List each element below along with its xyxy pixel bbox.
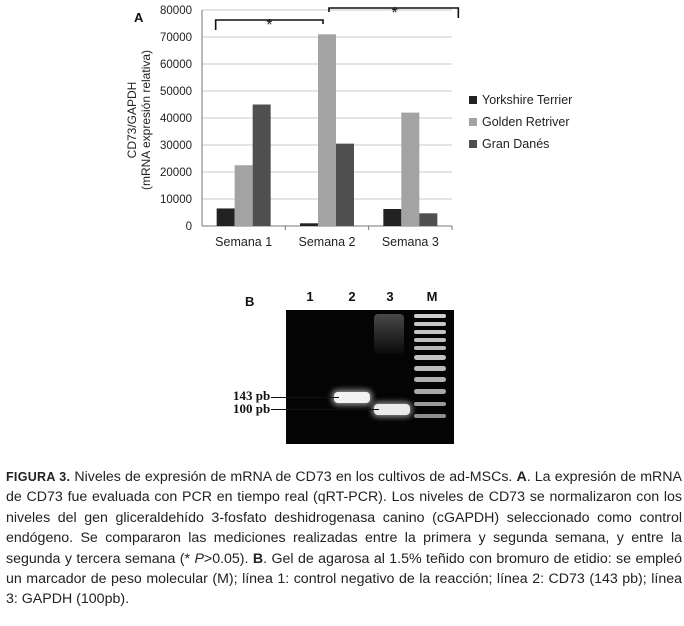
lane-label-m: M [426, 289, 438, 304]
gel-smear-lane-3 [374, 314, 404, 354]
caption-p-symbol: P [194, 550, 204, 567]
y-tick-label: 30000 [160, 140, 192, 152]
y-axis-subtitle: (mRNA expresión relativa) [139, 49, 153, 191]
lane-label-2: 2 [348, 289, 356, 304]
bar-yorkshire-terrier [300, 223, 318, 226]
x-tick-label: Semana 1 [215, 235, 273, 249]
bar-golden-retriver [401, 113, 419, 226]
gel-band-lane-3 [374, 404, 410, 415]
legend-label: Gran Danés [482, 137, 550, 151]
marker-label-143: 143 pb [233, 388, 271, 403]
caption-p-text: >0.05). [203, 550, 253, 567]
bar-gran-dan-s [336, 144, 354, 226]
bar-golden-retriver [235, 165, 253, 226]
significance-star-2: * [391, 5, 398, 22]
x-tick-label: Semana 3 [381, 235, 439, 249]
significance-star-1: * [266, 17, 273, 34]
figure-number: FIGURA 3. [6, 470, 71, 484]
bar-yorkshire-terrier [217, 208, 235, 226]
gel-figure [0, 280, 684, 450]
legend-swatch [469, 118, 477, 126]
marker-line-143 [271, 397, 339, 398]
bar-gran-dan-s [253, 105, 271, 227]
y-tick-label: 40000 [160, 113, 192, 125]
gel-image [286, 310, 454, 444]
caption-a-text: . La expresión de mRNA de CD73 fue evaluada con PCR en tiempo real (qRT-PCR). Los niveles de CD73 se normalizaron con los niveles del gen gliceraldehído 3-fosfato deshidrogenasa canino (cGAPDH) seleccionado como control endógeno. Se compararon las mediciones realizadas entre la primera y segunda semana, y entre la segunda y tercera semana (* [6, 469, 682, 567]
gel-band-lane-2 [334, 392, 370, 403]
y-tick-label: 80000 [160, 5, 192, 17]
y-tick-label: 60000 [160, 59, 192, 71]
legend-swatch [469, 140, 477, 148]
bar-gran-dan-s [419, 213, 437, 226]
caption-a-label: A [516, 469, 527, 485]
y-tick-label: 10000 [160, 194, 192, 206]
marker-label-100: 100 pb [233, 401, 271, 416]
lane-label-3: 3 [386, 289, 394, 304]
marker-line-100 [271, 409, 379, 410]
x-tick-label: Semana 2 [298, 235, 356, 249]
legend-label: Yorkshire Terrier [482, 93, 573, 107]
lane-label-1: 1 [306, 289, 314, 304]
figure-caption [6, 467, 682, 610]
bar-chart [0, 0, 684, 270]
caption-b-label: B [252, 550, 264, 567]
caption-b-text: . Gel de agarosa al 1.5% teñido con bromuro de etidio: se empleó un marcador de peso molecular (M); línea 1: control negativo de la reacción; línea 2: CD73 (143 pb); línea 3: GAPDH (100pb). [6, 550, 682, 608]
y-axis-title: CD73/GAPDH [125, 81, 139, 159]
y-tick-label: 0 [185, 221, 192, 233]
y-tick-label: 70000 [160, 32, 192, 44]
legend-swatch [469, 96, 477, 104]
bar-yorkshire-terrier [383, 209, 401, 226]
bar-golden-retriver [318, 34, 336, 226]
legend-label: Golden Retriver [482, 115, 570, 129]
caption-title: Niveles de expresión de mRNA de CD73 en los cultivos de ad-MSCs. [70, 469, 517, 485]
y-tick-label: 50000 [160, 86, 192, 98]
panel-a-label: A [134, 10, 144, 25]
y-tick-label: 20000 [160, 167, 192, 179]
panel-b-label: B [245, 294, 255, 309]
